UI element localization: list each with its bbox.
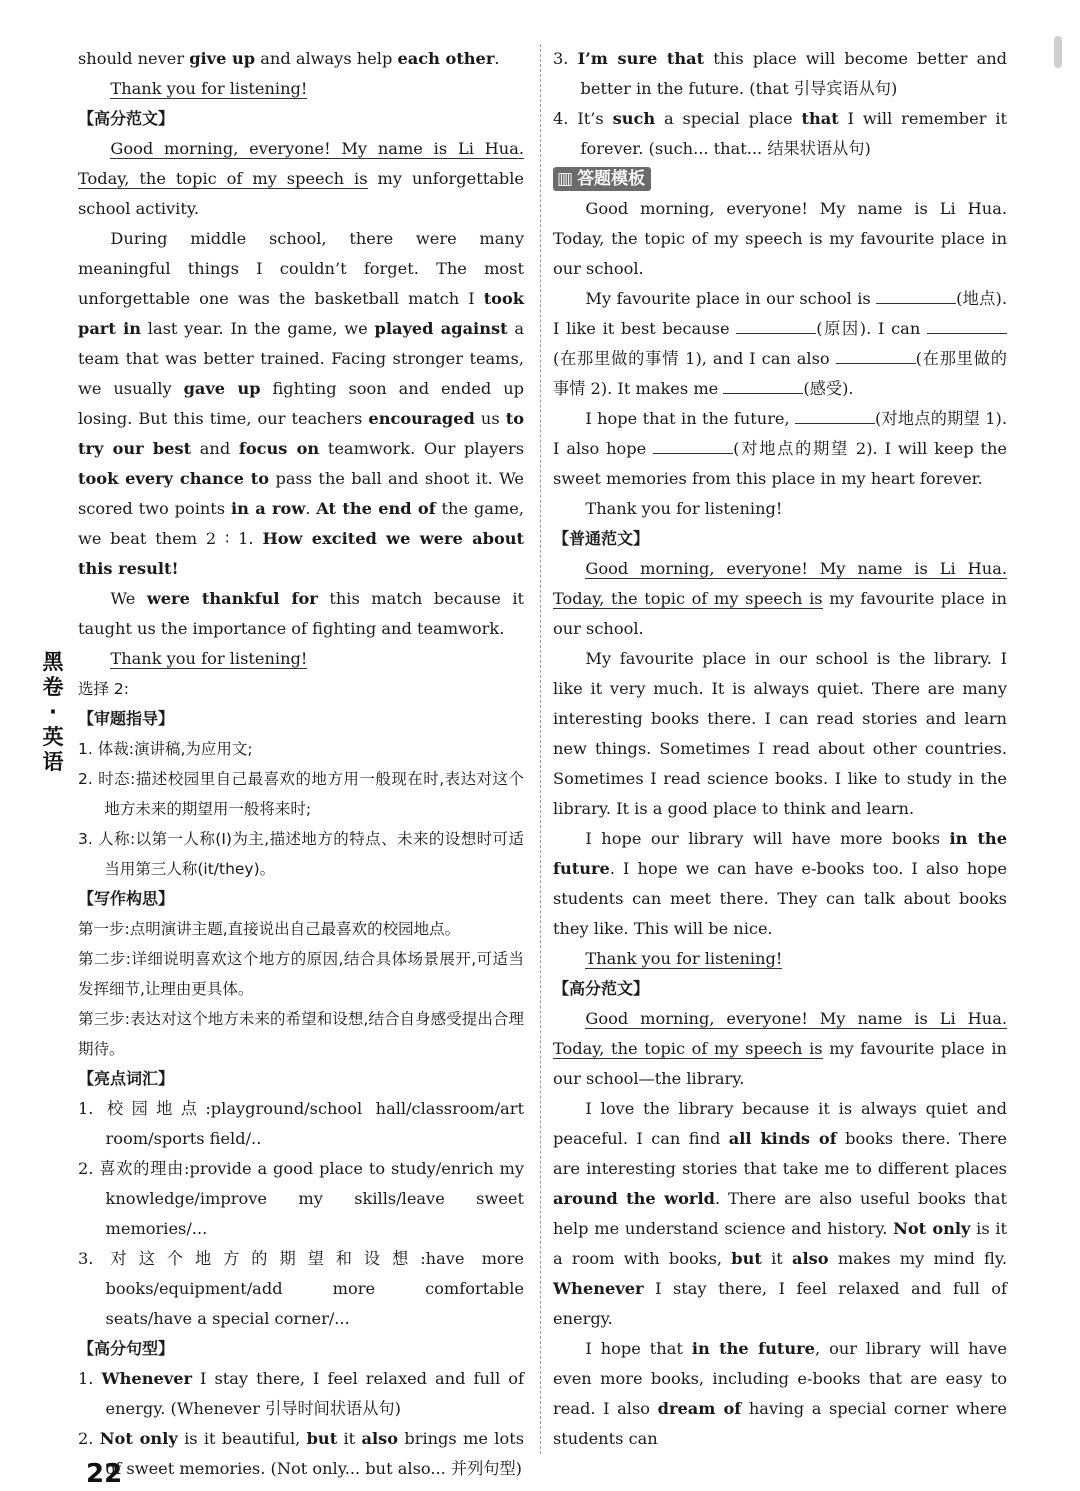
paragraph: I love the library because it is always quiet and peaceful. I can find all kinds of books there. There are interesting stories that take me to different places around the world. There are also useful books that help me understand science and history. Not only is it a room with books, but it also makes my mind fly. Whenever I stay there, I feel relaxed and full of energy. — [553, 1099, 1008, 1328]
list-item: 1. 校园地点:playground/school hall/classroom/art room/sports field/.. — [78, 1099, 524, 1148]
paragraph: Good morning, everyone! My name is Li Hua. Today, the topic of my speech is my favourite place in our school. — [553, 559, 1007, 638]
closing-line: Thank you for listening! — [585, 949, 783, 968]
list-item: 2. Not only is it beautiful, but it also brings me lots of sweet memories. (Not only... but also... 并列句型) — [78, 1429, 525, 1478]
column-divider — [540, 44, 541, 1454]
list-item: 4. It’s such a special place that I will remember it forever. (such... that... 结果状语从句) — [553, 109, 1008, 158]
template-heading: ▥ 答题模板 — [553, 164, 1007, 194]
left-column — [78, 44, 524, 1484]
closing-line: Thank you for listening! — [585, 499, 783, 518]
paragraph: We were thankful for this match because it taught us the importance of fighting and teamwork. — [78, 589, 525, 638]
paragraph: My favourite place in our school is the library. I like it very much. It is always quiet. There are many interesting books there. I can read stories and learn new things. Sometimes I read about other countries. Sometimes I read science books. I like to study in the library. It is a good place to think and learn. — [553, 649, 1007, 818]
closing-line: Thank you for listening! — [110, 649, 308, 668]
closing-line: Thank you for listening! — [110, 79, 308, 98]
paragraph: During middle school, there were many meaningful things I couldn’t forget. The most unforgettable one was the basketball match I took part in last year. In the game, we played against a team that was better trained. Facing stronger teams, we usually gave up fighting soon and ended up losing. But this time, our teachers encouraged us to try our best and focus on teamwork. Our players took every chance to pass the ball and shoot it. We scored two points in a row. At the end of the game, we beat them 2 ∶ 1. How excited we were about this result! — [78, 229, 525, 578]
section-heading-sentences: 【高分句型】 — [78, 1339, 175, 1358]
list-item: 3. 对这个地方的期望和设想:have more books/equipment/add more comfortable seats/have a special corner/... — [78, 1249, 524, 1328]
paragraph: Good morning, everyone! My name is Li Hua. Today, the topic of my speech is my unforgettable school activity. — [78, 139, 524, 218]
side-label: 黑卷·英语 — [42, 650, 64, 774]
section-heading-high-score: 【高分范文】 — [78, 109, 175, 128]
section-heading-high-score: 【高分范文】 — [553, 979, 650, 998]
section-heading-guide: 【审题指导】 — [78, 709, 175, 728]
right-column — [553, 44, 1007, 1454]
list-item: 1. 体裁:演讲稿,为应用文; — [78, 740, 253, 758]
list-item: 3. 人称:以第一人称(I)为主,描述地方的特点、未来的设想时可适当用第三人称(it/they)。 — [78, 830, 524, 878]
list-item: 第一步:点明演讲主题,直接说出自己最喜欢的校园地点。 — [78, 920, 461, 938]
book-icon: ▥ — [557, 169, 574, 189]
paragraph: I hope our library will have more books in the future. I hope we can have e-books too. I also hope students can meet there. They can talk about books they like. This will be nice. — [553, 829, 1008, 938]
paragraph: I hope that in the future, (对地点的期望 1). I also hope (对地点的期望 2). I will keep the sweet memories from this place in my heart forever. — [553, 404, 1007, 494]
list-item: 1. Whenever I stay there, I feel relaxed and full of energy. (Whenever 引导时间状语从句) — [78, 1369, 525, 1418]
paragraph: Good morning, everyone! My name is Li Hua. Today, the topic of my speech is my favourite place in our school. — [553, 199, 1007, 278]
page-number: 22 — [86, 1459, 123, 1489]
choice-label: 选择 2: — [78, 680, 130, 698]
list-item: 3. I’m sure that this place will become better and better in the future. (that 引导宾语从句) — [553, 49, 1008, 98]
list-item: 第二步:详细说明喜欢这个地方的原因,结合具体场景展开,可适当发挥细节,让理由更具体。 — [78, 950, 524, 998]
paragraph: should never give up and always help each other. — [78, 49, 500, 68]
section-heading-idea: 【写作构思】 — [78, 889, 175, 908]
list-item: 2. 喜欢的理由:provide a good place to study/enrich my knowledge/improve my skills/leave sweet memories/... — [78, 1159, 524, 1238]
section-heading-normal: 【普通范文】 — [553, 529, 650, 548]
list-item: 第三步:表达对这个地方未来的希望和设想,结合自身感受提出合理期待。 — [78, 1010, 524, 1058]
list-item: 2. 时态:描述校园里自己最喜欢的地方用一般现在时,表达对这个地方未来的期望用一般将来时; — [78, 770, 524, 818]
paragraph: Good morning, everyone! My name is Li Hua. Today, the topic of my speech is my favourite place in our school—the library. — [553, 1009, 1007, 1088]
section-heading-vocab: 【亮点词汇】 — [78, 1069, 175, 1088]
scrollbar[interactable] — [1054, 36, 1062, 68]
paragraph: I hope that in the future, our library will have even more books, including e-books that are easy to read. I also dream of having a special corner where students can — [553, 1339, 1007, 1448]
paragraph: My favourite place in our school is (地点). I like it best because (原因). I can (在那里做的事情 1), and I can also (在那里做的事情 2). It makes me (感受). — [553, 284, 1007, 404]
